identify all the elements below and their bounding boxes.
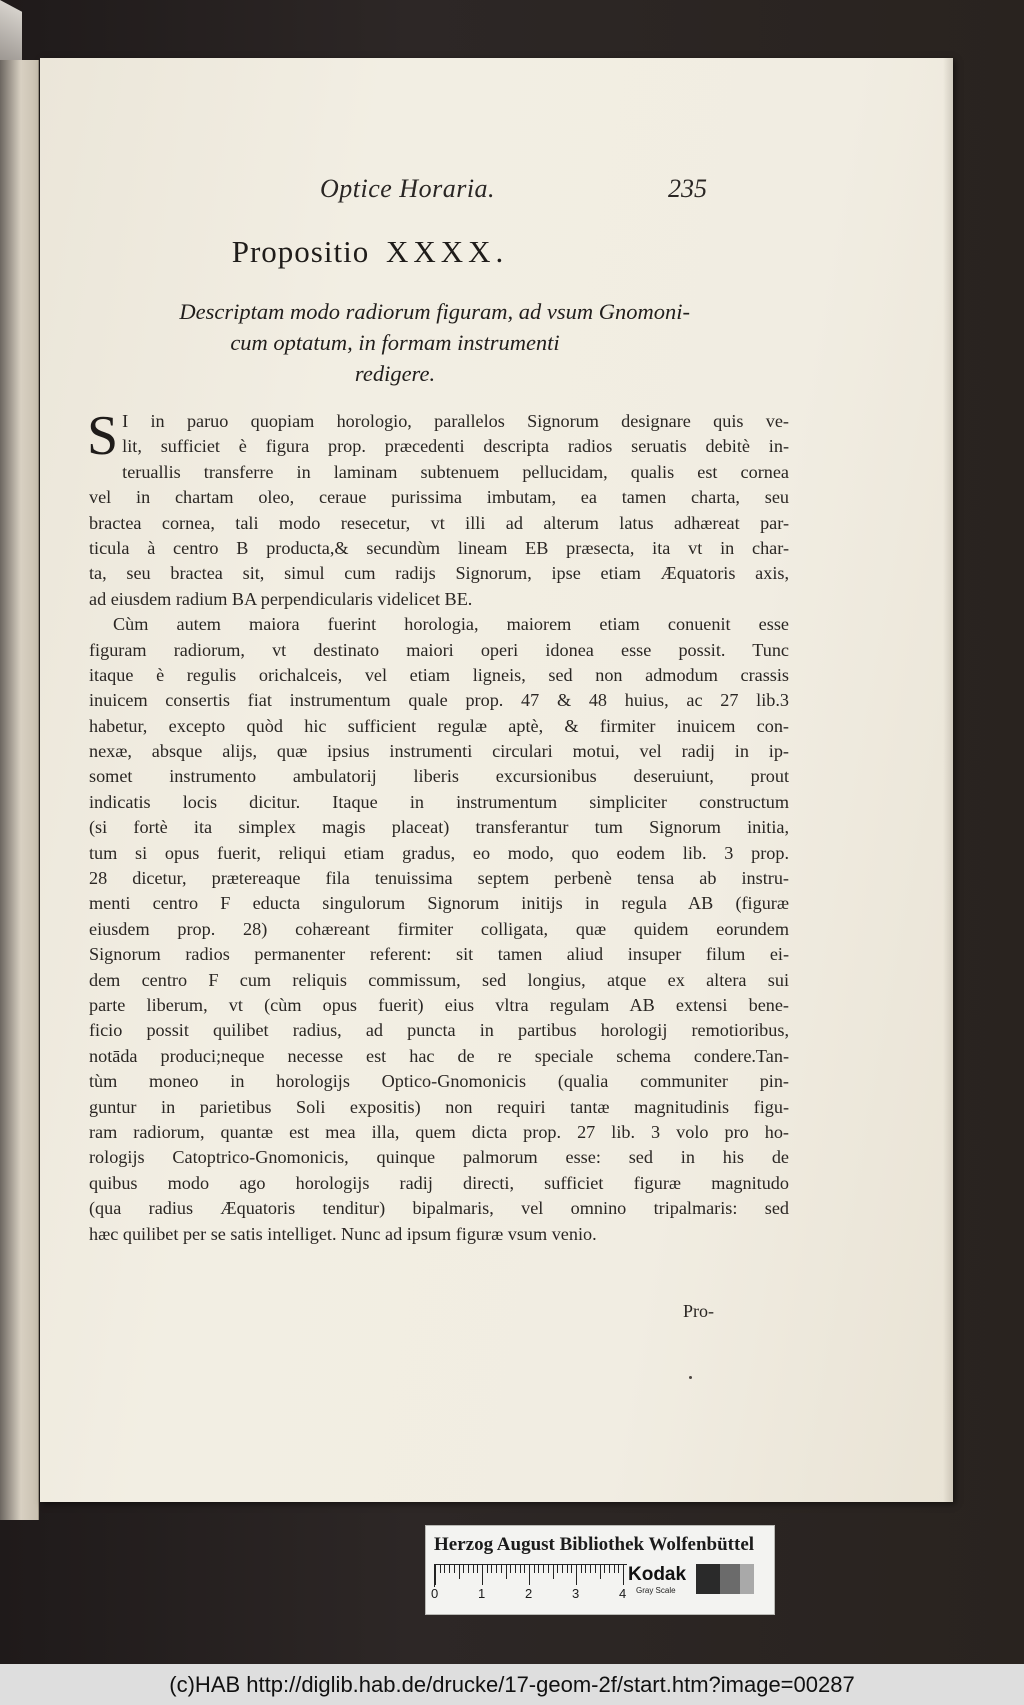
ruler-tick [463, 1565, 464, 1573]
ruler-tick [482, 1565, 483, 1585]
ruler-tick [600, 1565, 601, 1579]
ruler-tick [454, 1565, 455, 1573]
text-line: (si fortè ita simplex magis placeat) transferantur tum Signorum initia, [89, 817, 789, 838]
text-line: (qua radius Æquatoris tenditur) bipalmaris, vel omnino tripalmaris: sed [89, 1198, 789, 1219]
ruler-tick [548, 1565, 549, 1573]
body-text [87, 405, 789, 1247]
running-head: Optice Horaria. [320, 174, 496, 203]
facing-page-edge [0, 60, 39, 1520]
text-line: bractea cornea, tali modo resecetur, vt illi ad alterum latus adhæreat par- [89, 512, 789, 533]
ruler-tick [614, 1565, 615, 1573]
ruler-tick [623, 1565, 624, 1585]
ruler-tick [538, 1565, 539, 1573]
text-line: hæc quilibet per se satis intelliget. Nunc ad ipsum figuræ vsum venio. [89, 1223, 597, 1244]
gray-swatch-mid [720, 1564, 740, 1594]
subtitle-line: Descriptam modo radiorum figuram, ad vsum Gnomoni- [179, 299, 690, 324]
ruler-tick [473, 1565, 474, 1573]
ruler-tick [515, 1565, 516, 1573]
ruler-tick [562, 1565, 563, 1573]
text-line: menti centro F educta singulorum Signorum initijs in regula AB (figuræ [89, 893, 789, 914]
text-line: eiusdem prop. 28) cohæreant firmiter colligata, quæ quidem eorundem [89, 918, 789, 939]
library-name: Herzog August Bibliothek Wolfenbüttel [434, 1534, 755, 1555]
library-color-card [425, 1525, 775, 1615]
ruler-tick [440, 1565, 441, 1573]
gray-swatch-dark [696, 1564, 720, 1594]
ruler-tick [487, 1565, 488, 1573]
ruler-tick [618, 1565, 619, 1573]
text-line: teruallis transferre in laminam subtenuem pellucidam, qualis est cornea [122, 461, 789, 482]
ruler-tick [567, 1565, 568, 1573]
ruler-tick [581, 1565, 582, 1573]
ruler-tick [496, 1565, 497, 1573]
text-line: ram radiorum, quantæ est mea illa, quem dicta prop. 27 lib. 3 volo pro ho- [89, 1121, 789, 1142]
ruler-tick [557, 1565, 558, 1573]
proposition-subtitle [100, 296, 690, 389]
scale-number: 3 [572, 1586, 580, 1601]
catchword: Pro- [683, 1301, 714, 1321]
text-line: nexæ, absque alijs, quæ ipsius instrumenti circulari motui, vel radij in ip- [89, 741, 789, 762]
ruler-tick [590, 1565, 591, 1573]
ruler-tick [501, 1565, 502, 1573]
text-line: I in paruo quopiam horologio, parallelos Signorum designare quis ve- [122, 411, 789, 431]
ruler-tick [468, 1565, 469, 1573]
text-line: tùm moneo in horologijs Optico-Gnomonicis (qualia communiter pin- [89, 1071, 789, 1092]
ruler-tick [529, 1565, 530, 1585]
text-line: inuicem consertis fiat instrumentum quale prop. 47 & 48 huius, ac 27 lib.3 [89, 690, 789, 711]
ruler-tick [524, 1565, 525, 1573]
ruler-tick [444, 1565, 445, 1573]
drop-cap: S [87, 405, 119, 467]
text-line: ticula à centro B producta,& secundùm lineam EB præsecta, ita vt in char- [89, 537, 789, 558]
text-line: ficio possit quilibet radius, ad puncta in partibus horologij remotioribus, [89, 1020, 789, 1041]
text-line: figuram radiorum, vt destinato maiori operi idonea esse possit. Tunc [89, 639, 789, 660]
page-mark [689, 1376, 692, 1379]
subtitle-line: cum optatum, in formam instrumenti [230, 330, 560, 355]
ruler-tick [609, 1565, 610, 1573]
text-line: tum si opus fuerit, reliqui etiam gradus, eo modo, quo eodem lib. 3 prop. [89, 842, 789, 863]
book-page [40, 58, 953, 1502]
ruler-tick [553, 1565, 554, 1579]
text-line: ad eiusdem radium BA perpendicularis videlicet BE. [89, 588, 473, 609]
text-line: 28 dicetur, prætereaque fila tenuissima septem perbenè tensa ab instru- [89, 868, 789, 889]
text-line: Cùm autem maiora fuerint horologia, maiorem etiam conuenit esse [113, 614, 789, 635]
proposition-number: XXXX. [385, 234, 509, 269]
text-line: quibus modo ago horologijs radij directi, sufficiet figuræ magnitudo [89, 1172, 789, 1193]
scale-number: 4 [619, 1586, 627, 1601]
text-line: parte liberum, vt (cùm opus fuerit) eius vltra regulam AB extensi bene- [89, 994, 789, 1015]
kodak-logo: Kodak [628, 1564, 687, 1585]
subtitle-line: redigere. [354, 361, 436, 386]
page-number: 235 [668, 174, 707, 203]
text-line: rologijs Catoptrico-Gnomonicis, quinque palmorum esse: sed in his de [89, 1147, 789, 1168]
ruler-tick [585, 1565, 586, 1573]
text-line: notāda produci;neque necesse est hac de re speciale schema condere.Tan- [89, 1045, 789, 1066]
ruler-tick [543, 1565, 544, 1573]
text-line: Signorum radios permanenter referent: sit tamen aliud insuper filum ei- [89, 944, 789, 965]
text-line: guntur in parietibus Soli expositis) non requiri tantæ magnitudinis figu- [89, 1096, 789, 1117]
ruler-tick [520, 1565, 521, 1573]
text-line: itaque è regulis orichalceis, vel etiam ligneis, sed non admodum crassis [89, 664, 789, 685]
scale-ruler [434, 1564, 627, 1587]
copyright-footer: (c)HAB http://diglib.hab.de/drucke/17-geom-2f/start.htm?image=00287 [0, 1664, 1024, 1705]
ruler-tick [576, 1565, 577, 1585]
scale-number: 2 [525, 1586, 533, 1601]
ruler-tick [506, 1565, 507, 1579]
text-line: ta, seu bractea sit, simul cum radijs Signorum, ipse etiam Æquatoris axis, [89, 563, 789, 584]
text-line: dem centro F cum reliquis commissum, sed longius, atque ex altera sui [89, 969, 789, 990]
ruler-tick [435, 1565, 436, 1585]
proposition-label: Propositio [231, 234, 370, 269]
ruler-tick [604, 1565, 605, 1573]
page-edge-shadow [943, 58, 953, 1502]
gray-scale-label: Gray Scale [636, 1586, 676, 1595]
ruler-tick [491, 1565, 492, 1573]
ruler-tick [595, 1565, 596, 1573]
text-line: vel in chartam oleo, ceraue purissima imbutam, ea tamen charta, seu [89, 487, 789, 508]
proposition-heading [40, 234, 700, 270]
scale-number: 0 [431, 1586, 439, 1601]
text-line: somet instrumento ambulatorij liberis excursionibus deseruiunt, prout [89, 766, 789, 787]
ruler-tick [510, 1565, 511, 1573]
ruler-tick [571, 1565, 572, 1573]
text-line: habetur, excepto quòd hic sufficient regulæ aptè, & firmiter inuicem con- [89, 715, 789, 736]
ruler-tick [534, 1565, 535, 1573]
ruler-tick [449, 1565, 450, 1573]
text-line: indicatis locis dicitur. Itaque in instrumentum simpliciter constructum [89, 791, 789, 812]
text-line: lit, sufficiet è figura prop. præcedenti descripta radios seruatis debitè in- [122, 436, 789, 457]
ruler-tick [459, 1565, 460, 1579]
scale-number: 1 [478, 1586, 486, 1601]
gray-swatch-light [740, 1564, 754, 1594]
ruler-tick [477, 1565, 478, 1573]
scale-numbers [431, 1586, 634, 1604]
